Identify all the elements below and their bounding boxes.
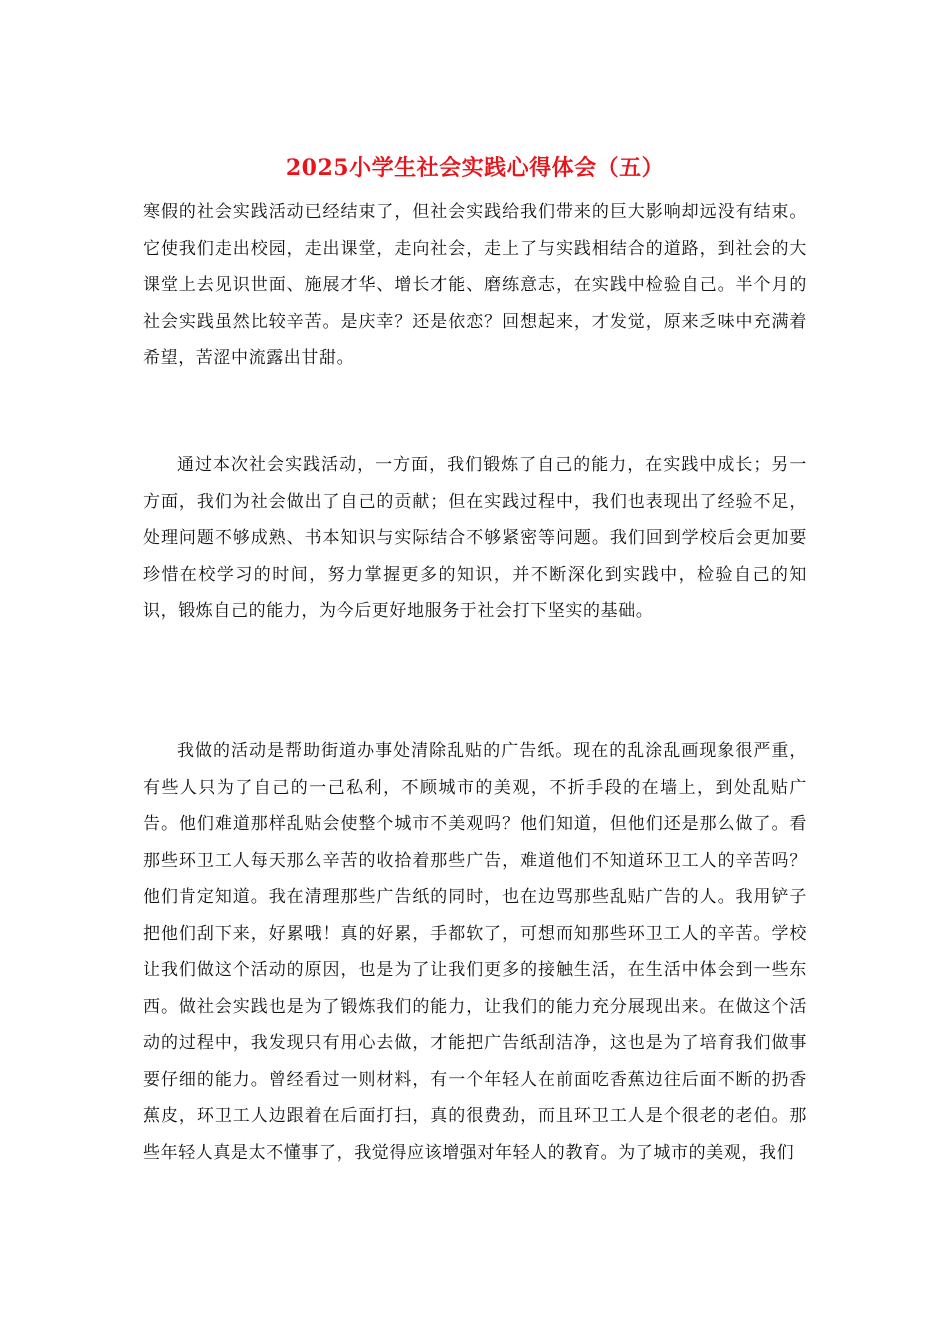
document-title: 2025小学生社会实践心得体会（五） — [285, 155, 665, 181]
paragraph-3: 我做的活动是帮助街道办事处清除乱贴的广告纸。现在的乱涂乱画现象很严重，有些人只为了自己的一己私利，不顾城市的美观，不折手段的在墙上，到处乱贴广告。他们难道那样乱贴会使整个城市不美观吗？他们知道，但他们还是那么做了。看那些环卫工人每天那么辛苦的收拾着那些广告，难道他们不知道环卫工人的辛苦吗？他们肯定知道。我在清理那些广告纸的同时，也在边骂那些乱贴广告的人。我用铲子把他们刮下来，好累哦！真的好累，手都软了，可想而知那些环卫工人的辛苦。学校让我们做这个活动的原因，也是为了让我们更多的接触生活，在生活中体会到一些东西。做社会实践也是为了锻炼我们的能力，让我们的能力充分展现出来。在做这个活动的过程中，我发现只有用心去做，才能把广告纸刮洁净，这也是为了培育我们做事要仔细的能力。曾经看过一则材料，有一个年轻人在前面吃香蕉边往后面不断的扔香蕉皮，环卫工人边跟着在后面打扫，真的很费劲，而且环卫工人是个很老的老伯。那些年轻人真是太不懂事了，我觉得应该增强对年轻人的教育。为了城市的美观，我们 — [143, 741, 807, 1163]
paragraph-1: 寒假的社会实践活动已经结束了，但社会实践给我们带来的巨大影响却远没有结束。它使我们走出校园，走出课堂，走向社会，走上了与实践相结合的道路，到社会的大课堂上去见识世面、施展才华、增长才能、磨练意志，在实践中检验自己。半个月的社会实践虽然比较辛苦。是庆幸？还是依恋？回想起来，才发觉，原来乏味中充满着希望，苦涩中流露出甘甜。 — [143, 202, 807, 368]
paragraph-2: 通过本次社会实践活动，一方面，我们锻炼了自己的能力，在实践中成长；另一方面，我们为社会做出了自己的贡献；但在实践过程中，我们也表现出了经验不足，处理问题不够成熟、书本知识与实际结合不够紧密等问题。我们回到学校后会更加要珍惜在校学习的时间，努力掌握更多的知识，并不断深化到实践中，检验自己的知识，锻炼自己的能力，为今后更好地服务于社会打下坚实的基础。 — [143, 455, 807, 621]
